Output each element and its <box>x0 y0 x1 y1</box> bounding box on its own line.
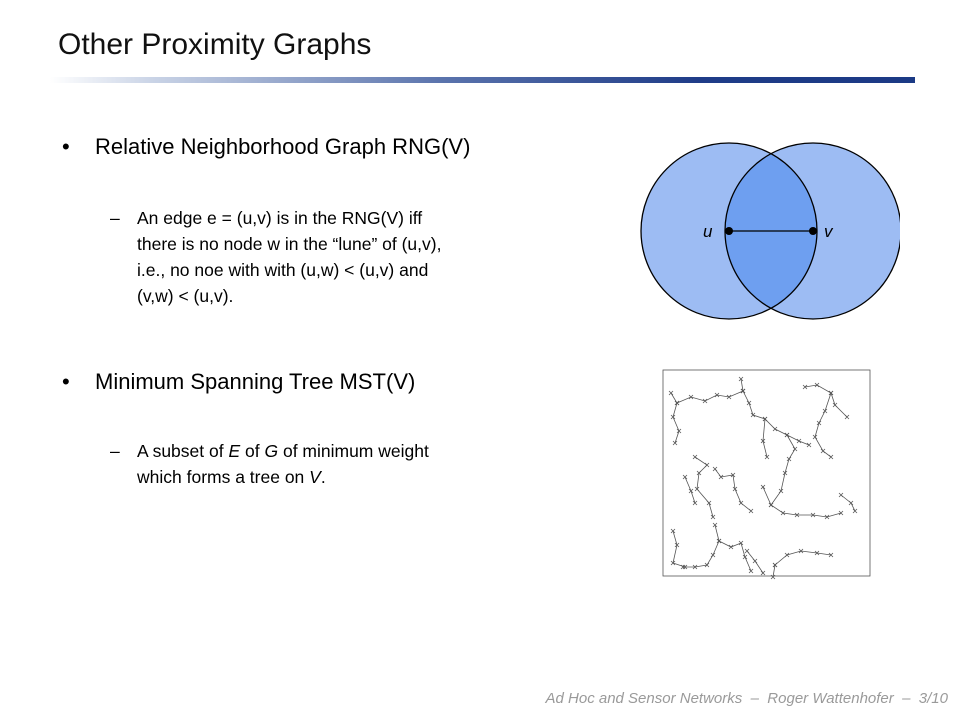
mst-node-marker <box>749 509 753 513</box>
mst-line-2: which forms a tree on V. <box>137 467 326 487</box>
mst-node-marker <box>793 447 797 451</box>
mst-node-marker <box>769 503 773 507</box>
mst-edge <box>695 457 713 517</box>
mst-node-marker <box>829 391 833 395</box>
mst-node-marker <box>829 455 833 459</box>
mst-node-marker <box>845 415 849 419</box>
mst-node-marker <box>677 429 681 433</box>
bullet-marker: • <box>62 134 70 159</box>
mst-edge <box>763 487 841 517</box>
mst-node-marker <box>739 501 743 505</box>
lune-diagram <box>600 135 900 335</box>
mst-line-1: A subset of E of G of minimum weight <box>137 441 429 461</box>
footer-author: Roger Wattenhofer <box>767 690 894 707</box>
mst-edge <box>763 419 767 457</box>
mst-node-marker <box>797 439 801 443</box>
mst-node-marker <box>785 433 789 437</box>
node-u <box>725 227 733 235</box>
slide-title: Other Proximity Graphs <box>58 28 372 61</box>
sub-bullet-mst-text <box>137 438 557 490</box>
mst-node-marker <box>807 443 811 447</box>
bullet-marker: • <box>62 369 70 394</box>
footer-course: Ad Hoc and Sensor Networks <box>545 690 743 707</box>
footer-sep-1: – <box>750 690 759 707</box>
mst-node-marker <box>705 463 709 467</box>
sub-bullet-rng-text <box>137 205 557 309</box>
mst-tree <box>669 377 857 579</box>
footer-sep-2: – <box>902 690 911 707</box>
mst-node-marker <box>853 509 857 513</box>
mst-edge <box>771 435 795 505</box>
rng-line-3: i.e., no noe with with (u,w) < (u,v) and <box>137 260 429 280</box>
mst-edge <box>743 391 809 445</box>
mst-node-marker <box>839 493 843 497</box>
mst-frame <box>663 370 870 576</box>
mst-illustration <box>655 365 880 585</box>
bullet-mst <box>62 369 415 395</box>
mst-node-marker <box>689 489 693 493</box>
label-u: u <box>703 222 713 241</box>
rng-line-4: (v,w) < (u,v). <box>137 286 234 306</box>
mst-node-marker <box>713 467 717 471</box>
mst-node-marker <box>693 501 697 505</box>
bullet-rng-text: Relative Neighborhood Graph RNG(V) <box>95 134 471 159</box>
label-v: v <box>824 222 833 241</box>
mst-edge <box>775 551 831 565</box>
bullet-rng <box>62 134 470 160</box>
mst-node-marker <box>821 449 825 453</box>
title-underline <box>50 77 915 83</box>
mst-node-marker <box>745 549 749 553</box>
mst-node-marker <box>751 413 755 417</box>
mst-node-marker <box>773 427 777 431</box>
mst-node-marker <box>711 553 715 557</box>
mst-edge <box>677 391 743 403</box>
mst-node-marker <box>669 391 673 395</box>
mst-node-marker <box>833 403 837 407</box>
rng-line-2: there is no node w in the “lune” of (u,v), <box>137 234 442 254</box>
mst-node-marker <box>747 401 751 405</box>
sub-bullet-marker: – <box>110 441 120 461</box>
slide-footer <box>546 690 949 707</box>
sub-bullet-marker: – <box>110 208 120 228</box>
mst-node-marker <box>849 501 853 505</box>
node-v <box>809 227 817 235</box>
mst-node-marker <box>823 409 827 413</box>
rng-line-1: An edge e = (u,v) is in the RNG(V) iff <box>137 208 423 228</box>
mst-node-marker <box>753 559 757 563</box>
mst-node-marker <box>749 569 753 573</box>
bullet-mst-text: Minimum Spanning Tree MST(V) <box>95 369 416 394</box>
mst-node-marker <box>761 485 765 489</box>
mst-node-marker <box>761 571 765 575</box>
mst-node-marker <box>673 441 677 445</box>
mst-node-marker <box>729 545 733 549</box>
mst-node-marker <box>693 455 697 459</box>
mst-node-marker <box>683 475 687 479</box>
mst-edge <box>683 525 719 567</box>
mst-edge <box>841 495 855 511</box>
footer-page: 3/10 <box>918 690 948 707</box>
